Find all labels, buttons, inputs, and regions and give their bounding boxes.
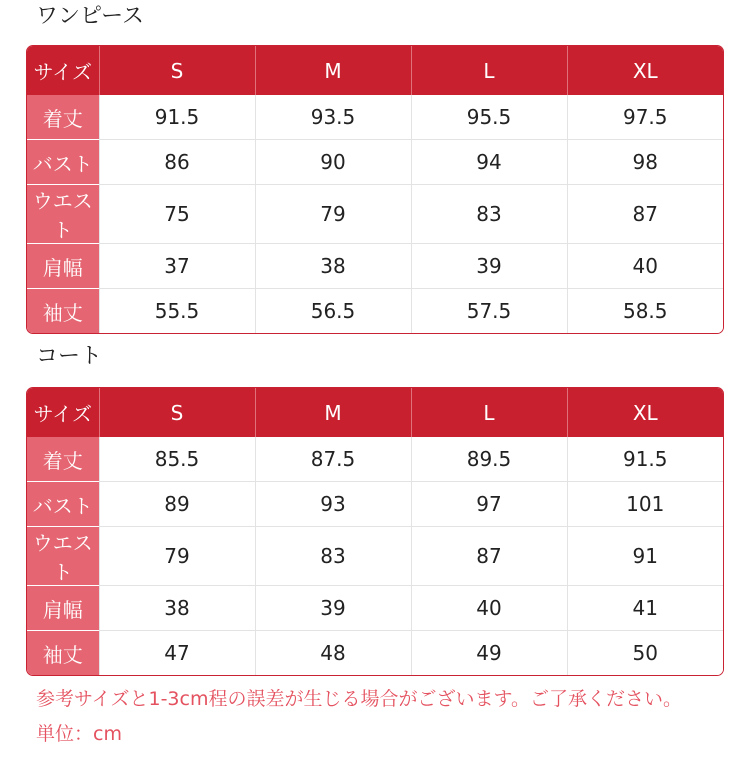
header-size-xl: XL: [567, 388, 723, 437]
cell-value: 94: [411, 140, 567, 185]
cell-value: 40: [567, 244, 723, 289]
row-label: 着丈: [27, 95, 99, 140]
cell-value: 90: [255, 140, 411, 185]
table-row: [27, 244, 723, 289]
cell-value: 38: [255, 244, 411, 289]
cell-value: 85.5: [99, 437, 255, 482]
cell-value: 40: [411, 586, 567, 631]
cell-value: 79: [255, 185, 411, 244]
cell-value: 87: [567, 185, 723, 244]
cell-value: 79: [99, 527, 255, 586]
row-label: 着丈: [27, 437, 99, 482]
cell-value: 89: [99, 482, 255, 527]
row-label: バスト: [27, 140, 99, 185]
cell-value: 86: [99, 140, 255, 185]
header-size-m: M: [255, 388, 411, 437]
size-table-grid: [27, 388, 723, 675]
cell-value: 97.5: [567, 95, 723, 140]
cell-value: 50: [567, 631, 723, 676]
table-row: [27, 631, 723, 676]
row-label: バスト: [27, 482, 99, 527]
header-size-l: L: [411, 388, 567, 437]
cell-value: 56.5: [255, 289, 411, 334]
cell-value: 87.5: [255, 437, 411, 482]
cell-value: 38: [99, 586, 255, 631]
size-table-onepiece: [26, 45, 724, 334]
header-size-xl: XL: [567, 46, 723, 95]
cell-value: 49: [411, 631, 567, 676]
cell-value: 58.5: [567, 289, 723, 334]
cell-value: 97: [411, 482, 567, 527]
row-label: 肩幅: [27, 586, 99, 631]
unit-note: 単位：cm: [36, 723, 122, 745]
cell-value: 39: [411, 244, 567, 289]
cell-value: 89.5: [411, 437, 567, 482]
row-label: 肩幅: [27, 244, 99, 289]
cell-value: 101: [567, 482, 723, 527]
cell-value: 39: [255, 586, 411, 631]
cell-value: 91: [567, 527, 723, 586]
section-title-onepiece: ワンピース: [36, 4, 145, 29]
cell-value: 41: [567, 586, 723, 631]
table-row: [27, 185, 723, 244]
header-size-l: L: [411, 46, 567, 95]
row-label: 袖丈: [27, 289, 99, 334]
cell-value: 47: [99, 631, 255, 676]
table-row: [27, 437, 723, 482]
table-header-row: [27, 46, 723, 95]
cell-value: 83: [255, 527, 411, 586]
size-table-coat: [26, 387, 724, 676]
table-header-row: [27, 388, 723, 437]
row-label: ウエスト: [27, 185, 99, 244]
size-table-grid: [27, 46, 723, 333]
table-row: [27, 140, 723, 185]
cell-value: 93.5: [255, 95, 411, 140]
cell-value: 75: [99, 185, 255, 244]
header-size-label: サイズ: [27, 46, 99, 95]
section-title-coat: コート: [36, 344, 103, 369]
table-row: [27, 95, 723, 140]
cell-value: 55.5: [99, 289, 255, 334]
cell-value: 37: [99, 244, 255, 289]
cell-value: 87: [411, 527, 567, 586]
header-size-s: S: [99, 388, 255, 437]
cell-value: 91.5: [99, 95, 255, 140]
table-row: [27, 527, 723, 586]
table-row: [27, 289, 723, 334]
cell-value: 91.5: [567, 437, 723, 482]
row-label: 袖丈: [27, 631, 99, 676]
cell-value: 95.5: [411, 95, 567, 140]
row-label: ウエスト: [27, 527, 99, 586]
cell-value: 98: [567, 140, 723, 185]
table-row: [27, 586, 723, 631]
cell-value: 57.5: [411, 289, 567, 334]
cell-value: 93: [255, 482, 411, 527]
table-row: [27, 482, 723, 527]
header-size-m: M: [255, 46, 411, 95]
cell-value: 48: [255, 631, 411, 676]
cell-value: 83: [411, 185, 567, 244]
header-size-label: サイズ: [27, 388, 99, 437]
disclaimer-note: 参考サイズと1-3cm程の誤差が生じる場合がございます。ご了承ください。: [36, 688, 682, 710]
header-size-s: S: [99, 46, 255, 95]
